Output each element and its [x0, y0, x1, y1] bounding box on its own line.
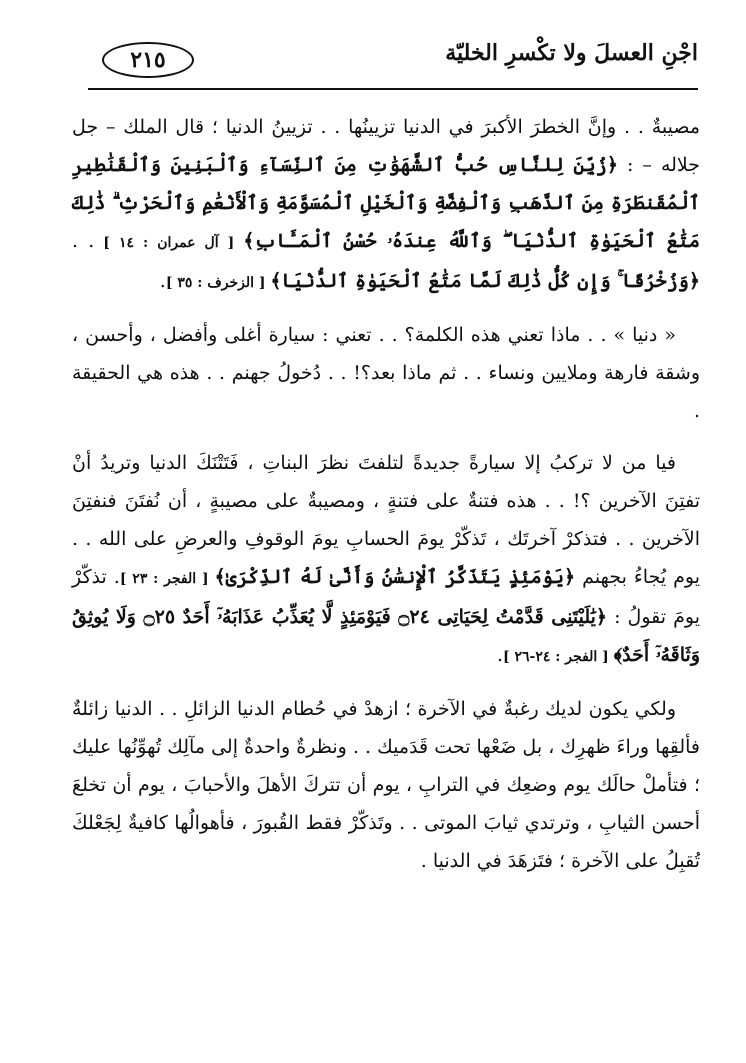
body-text-run: . . [72, 230, 95, 252]
verse-reference: [ الفجر : ٢٤-٢٦ ] [502, 649, 614, 665]
body-text-run: مصيبةٌ . . وإنَّ الخطرَ الأكبرَ في الدنيا تزيينُها . . تزيينُ الدنيا ؛ قال الملك – جل جلاله – : [72, 116, 701, 176]
body-text-run: فيا من لا تركبُ إلا سيارةً جديدةً لتلفتَ نظرَ البناتِ ، فَتَتْنَكَ الدنيا وتريدُ أنْ تفتِنَ الآخرين ؟! . . هذه فتنةٌ على فتنةٍ ، ومصيبةٌ على مصيبةٍ ، أن نُفتَنَ فنفتِنَ الآخرين . . فتذكرْ آخرتَك ، تَذكّرْ يومَ الحسابِ يومَ الوقوفِ والعرضِ على الله . . يوم يُجاءُ بجهنم [72, 452, 701, 588]
body-text-run: . تذكّرْ يومَ تقولُ : [72, 566, 700, 628]
verse-reference: [ الزخرف : ٣٥ ] [165, 275, 271, 291]
quran-verse: ﴿زُيِّنَ لِلنَّاسِ حُبُّ ٱلشَّهَوَٰتِ مِنَ ٱلنِّسَآءِ وَٱلْبَنِينَ وَٱلْقَنَٰطِيرِ ٱلْمُقَنطَرَةِ مِنَ ٱلذَّهَبِ وَٱلْفِضَّةِ وَٱلْخَيْلِ ٱلْمُسَوَّمَةِ وَٱلْأَنْعَٰمِ وَٱلْحَرْثِ ۗ ذَٰلِكَ مَتَٰعُ ٱلْحَيَوٰةِ ٱلدُّنْيَا ۖ وَٱللَّهُ عِندَهُۥ حُسْنُ ٱلْمَـَٔابِ﴾ [72, 154, 700, 252]
quran-verse: ﴿يَٰلَيْتَنِى قَدَّمْتُ لِحَيَاتِى ۝٢٤ فَيَوْمَئِذٍ لَّا يُعَذِّبُ عَذَابَهُۥٓ أَحَدٌ ۝٢٥ وَلَا يُوثِقُ وَثَاقَهُۥٓ أَحَدٌ﴾ [72, 606, 700, 666]
paragraph [72, 444, 700, 676]
verse-reference: [ آل عمران : ١٤ ] [94, 235, 244, 251]
running-title: اجْنِ العسلَ ولا تكْسرِ الخليّة [445, 40, 698, 66]
paragraph [72, 108, 700, 302]
header-divider [88, 88, 698, 90]
page-number-badge [102, 42, 194, 78]
page-number: ٢١٥ [130, 47, 166, 73]
page-header [88, 38, 698, 98]
body-text-run: . [496, 644, 503, 666]
body-text-run: . [159, 270, 166, 292]
paragraph [72, 316, 700, 430]
body-text-run: « دنيا » . . ماذا تعني هذه الكلمة؟ . . تعني : سيارة أغلى وأفضل ، وأحسن ، وشقة فارهة وملايين ونساء . . ثم ماذا بعد؟! . . دُخولُ جهنم . . هذه هي الحقيقة . [72, 324, 700, 422]
body-text [72, 108, 700, 894]
quran-verse: ﴿وَزُخْرُفًا ۚ وَإِن كُلُّ ذَٰلِكَ لَمَّا مَتَٰعُ ٱلْحَيَوٰةِ ٱلدُّنْيَا﴾ [270, 270, 700, 292]
verse-reference: [ الفجر : ٢٣ ] [119, 571, 215, 587]
paragraph [72, 690, 700, 880]
body-text-run: ولكي يكون لديك رغبةٌ في الآخرة ؛ ازهدْ في حُطام الدنيا الزائلِ . . الدنيا زائلةٌ فألقِها وراءَ ظهرِك ، بل ضَعْها تحت قَدَميك . . ونظرةٌ واحدةٌ إلى مآلِك تُهوِّنُها عليك ؛ فتأملْ حالَك يوم وضعِك في الترابِ ، يوم أن تتركَ الأهلَ والأحبابَ ، يوم أن تخلعَ أحسن الثيابِ ، وترتدي ثيابَ الموتى . . وتَذكّرْ فقط القُبورَ ، فأهوالُها كافيةٌ لِجَعْلكَ تُقبِلُ على الآخرة ؛ فتَزهَدَ في الدنيا . [72, 698, 700, 872]
quran-verse: ﴿يَوْمَئِذٍ يَتَذَكَّرُ ٱلْإِنسَٰنُ وَأَنَّىٰ لَهُ ٱلذِّكْرَىٰ﴾ [214, 566, 576, 588]
